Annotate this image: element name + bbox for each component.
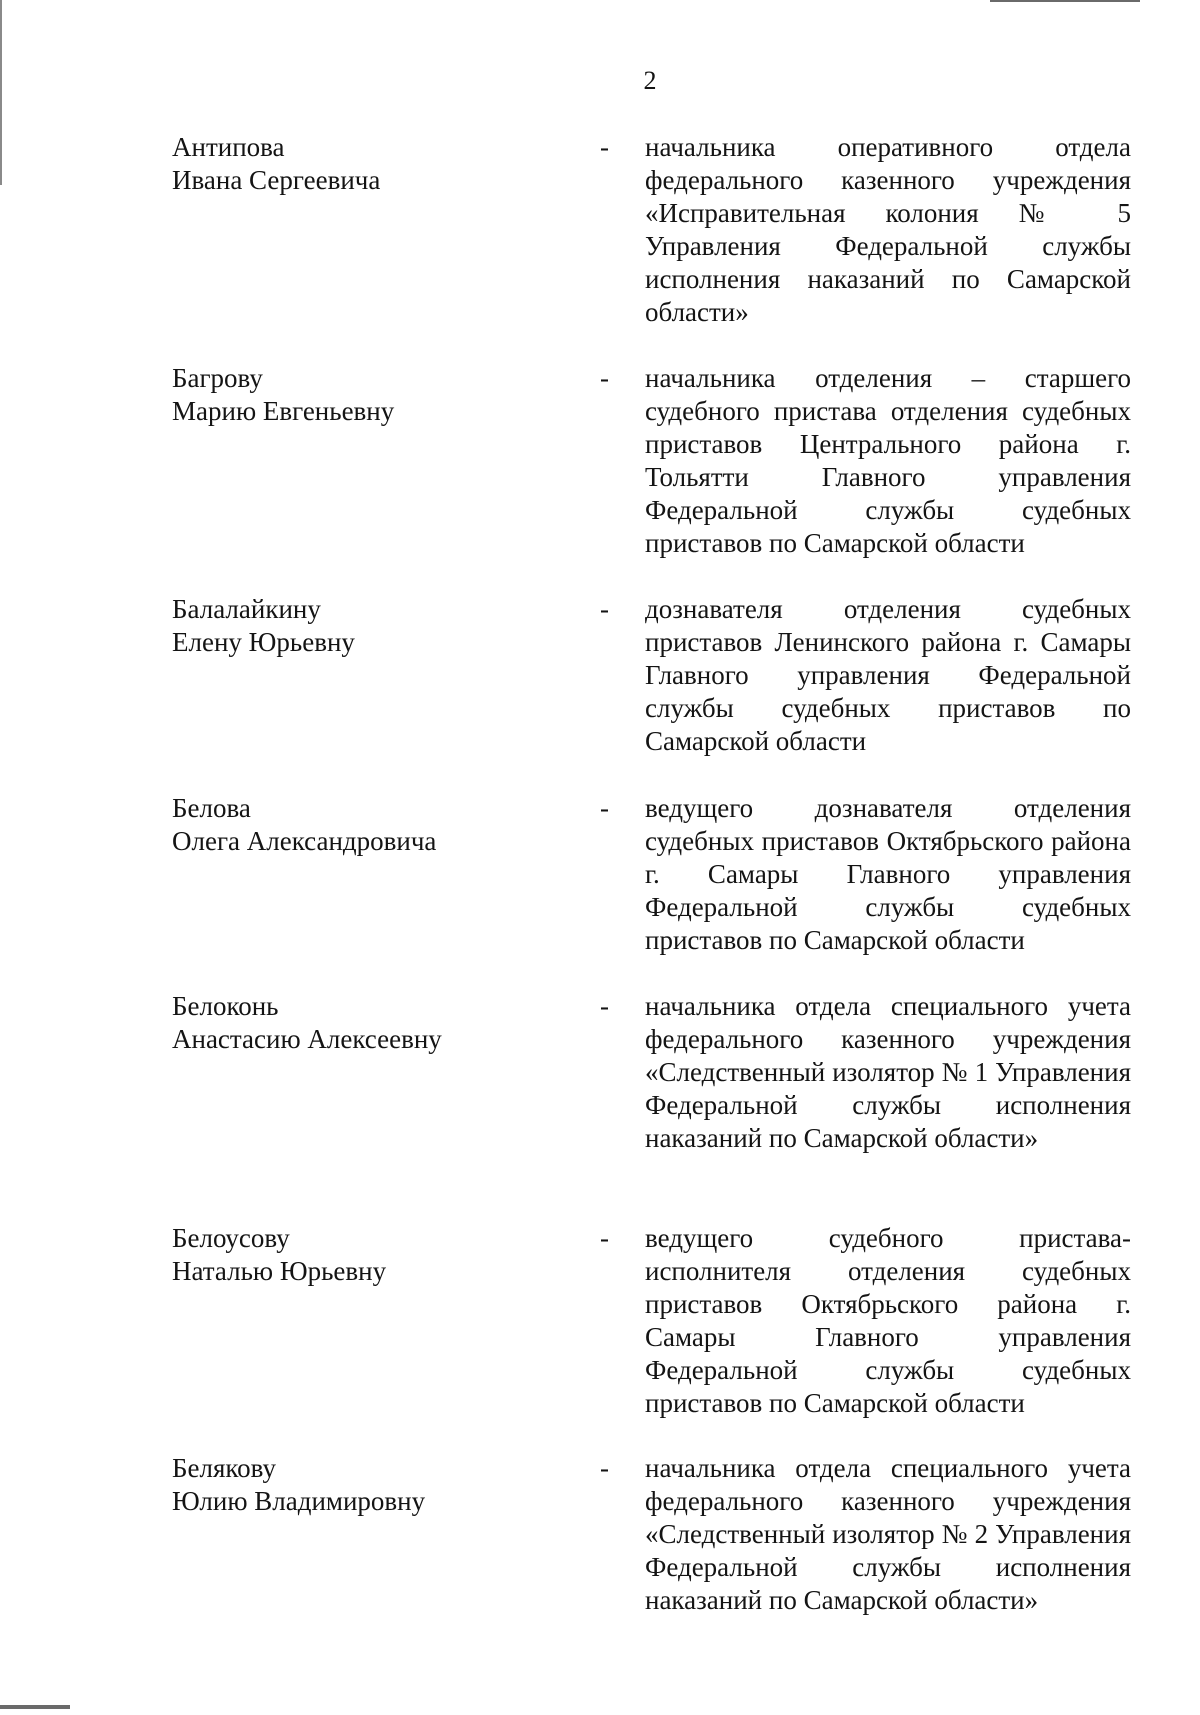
person-name <box>172 1452 572 1518</box>
person-surname: Антипова <box>172 132 285 162</box>
person-position: ведущего дознавателя отделения судебных приставов Октябрьского района г. Самары Главного управления Федеральной службы судебных приставов по Самарской области <box>645 793 1131 955</box>
entry-dash: - <box>600 594 609 624</box>
person-given-names: Олега Александровича <box>172 826 437 856</box>
person-given-names: Елену Юрьевну <box>172 627 355 657</box>
person-position: ведущего судебного пристава-исполнителя отделения судебных приставов Октябрьского района г. Самары Главного управления Федеральной службы судебных приставов по Самарской области <box>645 1223 1131 1418</box>
person-surname: Багрову <box>172 363 263 393</box>
person-position: начальника отдела специального учета федерального казенного учреждения «Следственный изолятор № 1 Управления Федеральной службы исполнения наказаний по Самарской области» <box>645 991 1131 1153</box>
entry-dash: - <box>600 363 609 393</box>
page-number: 2 <box>643 66 657 95</box>
scan-bottom-mark <box>0 1705 70 1709</box>
person-surname: Белова <box>172 793 251 823</box>
person-given-names: Марию Евгеньевну <box>172 396 395 426</box>
person-given-names: Ивана Сергеевича <box>172 165 381 195</box>
person-given-names: Юлию Владимировну <box>172 1486 426 1516</box>
entry-dash: - <box>600 1223 609 1253</box>
person-surname: Белоусову <box>172 1223 290 1253</box>
entry-dash: - <box>600 1453 609 1483</box>
person-given-names: Наталью Юрьевну <box>172 1256 387 1286</box>
person-position: начальника оперативного отдела федерального казенного учреждения «Исправительная колония № 5 Управления Федеральной службы исполнения наказаний по Самарской области» <box>645 132 1131 327</box>
entry-dash: - <box>600 793 609 823</box>
person-surname: Белоконь <box>172 991 279 1021</box>
person-name <box>172 1222 572 1288</box>
entry-dash: - <box>600 991 609 1021</box>
person-given-names: Анастасию Алексеевну <box>172 1024 442 1054</box>
person-name <box>172 990 572 1056</box>
entry-dash: - <box>600 132 609 162</box>
person-position: дознавателя отделения судебных приставов Ленинского района г. Самары Главного управления Федеральной службы судебных приставов по Самарской области <box>645 594 1131 756</box>
person-name <box>172 131 572 197</box>
person-surname: Белякову <box>172 1453 276 1483</box>
person-position: начальника отдела специального учета федерального казенного учреждения «Следственный изолятор № 2 Управления Федеральной службы исполнения наказаний по Самарской области» <box>645 1453 1131 1615</box>
person-name <box>172 362 572 428</box>
person-name <box>172 792 572 858</box>
scan-top-mark <box>990 0 1140 2</box>
person-surname: Балалайкину <box>172 594 321 624</box>
person-name <box>172 593 572 659</box>
person-position: начальника отделения – старшего судебного пристава отделения судебных приставов Центрального района г. Тольятти Главного управления Федеральной службы судебных приставов по Самарской области <box>645 363 1131 558</box>
